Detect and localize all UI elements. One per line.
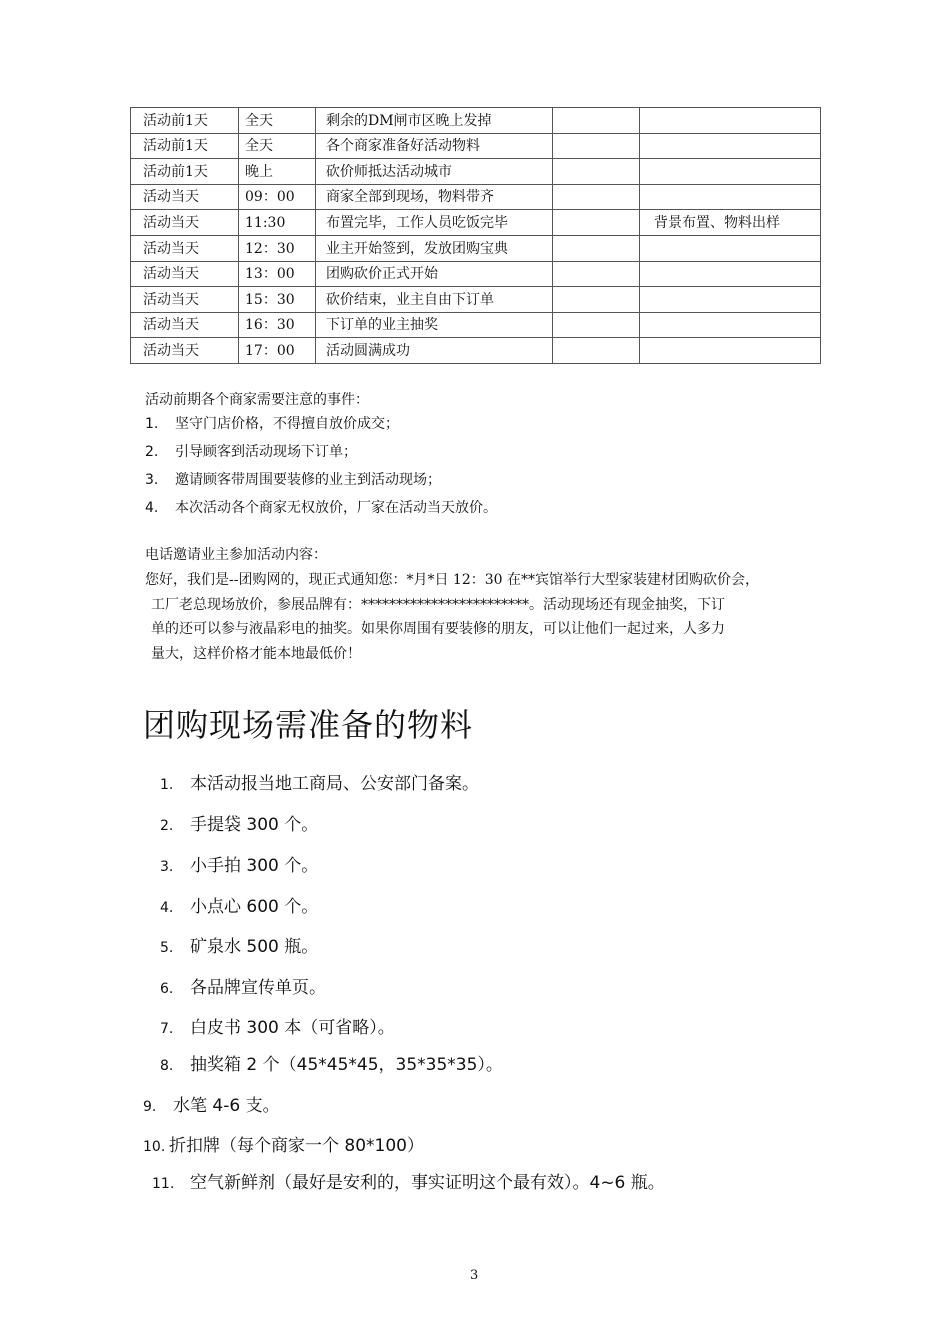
blank-cell (553, 287, 640, 313)
day-cell: 活动当天 (131, 235, 239, 261)
blank-cell (553, 184, 640, 210)
list-number: 4. (145, 500, 159, 516)
invite-body (145, 568, 835, 666)
material-item (160, 769, 479, 794)
material-number: 3. (160, 859, 174, 875)
day-cell: 活动前1天 (131, 159, 239, 185)
material-number: 11. (152, 1176, 175, 1192)
material-item (160, 1050, 503, 1075)
list-text: 坚守门店价格，不得擅自放价成交； (175, 416, 399, 432)
material-text: 小点心 600 个。 (190, 897, 319, 917)
material-text: 本活动报当地工商局、公安部门备案。 (190, 774, 479, 794)
time-cell: 17：00 (239, 338, 316, 364)
material-text: 折扣牌（每个商家一个 80*100） (169, 1136, 424, 1156)
task-cell: 团购砍价正式开始 (316, 261, 553, 287)
list-item (145, 441, 497, 469)
time-cell: 13：00 (239, 261, 316, 287)
blank-cell (553, 159, 640, 185)
time-cell: 16：30 (239, 312, 316, 338)
table-row (131, 261, 821, 287)
list-text: 引导顾客到活动现场下订单； (175, 444, 357, 460)
table-row (131, 133, 821, 159)
time-cell: 15：30 (239, 287, 316, 313)
day-cell: 活动当天 (131, 338, 239, 364)
day-cell: 活动当天 (131, 261, 239, 287)
task-cell: 下订单的业主抽奖 (316, 312, 553, 338)
material-number: 9. (143, 1099, 157, 1115)
day-cell: 活动当天 (131, 184, 239, 210)
material-text: 空气新鲜剂（最好是安利的，事实证明这个最有效）。4~6 瓶。 (190, 1173, 665, 1193)
notes-list (145, 413, 497, 525)
blank-cell (553, 210, 640, 236)
remark-cell: 背景布置、物料出样 (640, 210, 821, 236)
material-item (160, 851, 318, 876)
material-item (160, 1013, 395, 1038)
time-cell: 11:30 (239, 210, 316, 236)
remark-cell (640, 159, 821, 185)
blank-cell (553, 312, 640, 338)
material-text: 手提袋 300 个。 (190, 815, 319, 835)
table-row (131, 210, 821, 236)
list-item (145, 497, 497, 525)
table-row (131, 287, 821, 313)
list-text: 本次活动各个商家无权放价，厂家在活动当天放价。 (175, 500, 497, 516)
material-text: 小手拍 300 个。 (190, 856, 319, 876)
remark-cell (640, 338, 821, 364)
blank-cell (553, 108, 640, 134)
remark-cell (640, 235, 821, 261)
time-cell: 09：00 (239, 184, 316, 210)
invite-line: 工厂老总现场放价，参展品牌有：************************。活动现场还有现金抽奖，下订 (151, 596, 725, 613)
time-cell: 12：30 (239, 235, 316, 261)
invite-line: 您好，我们是--团购网的，现正式通知您：*月*日 12：30 在**宾馆举行大型家装建材团购砍价会， (145, 572, 759, 588)
material-item (160, 932, 318, 957)
blank-cell (553, 235, 640, 261)
blank-cell (553, 261, 640, 287)
task-cell: 剩余的DM闸市区晚上发掉 (316, 108, 553, 134)
material-text: 矿泉水 500 瓶。 (190, 937, 319, 957)
material-number: 7. (160, 1021, 174, 1037)
material-number: 10. (143, 1139, 166, 1155)
time-cell: 全天 (239, 108, 316, 134)
day-cell: 活动当天 (131, 287, 239, 313)
task-cell: 各个商家准备好活动物料 (316, 133, 553, 159)
blank-cell (553, 133, 640, 159)
material-number: 6. (160, 981, 174, 997)
invite-line: 单的还可以参与液晶彩电的抽奖。如果你周围有要装修的朋友，可以让他们一起过来，人多力 (151, 621, 725, 637)
remark-cell (640, 184, 821, 210)
notes-title: 活动前期各个商家需要注意的事件： (145, 392, 369, 408)
material-item (143, 1131, 424, 1156)
material-text: 白皮书 300 本（可省略）。 (190, 1018, 395, 1038)
list-text: 邀请顾客带周围要装修的业主到活动现场； (175, 472, 441, 488)
day-cell: 活动前1天 (131, 133, 239, 159)
list-item (145, 469, 497, 497)
time-cell: 晚上 (239, 159, 316, 185)
list-number: 2. (145, 444, 159, 460)
remark-cell (640, 287, 821, 313)
material-number: 5. (160, 940, 174, 956)
page-number: 3 (470, 1268, 479, 1283)
invite-title: 电话邀请业主参加活动内容： (145, 547, 327, 563)
material-number: 8. (160, 1058, 174, 1074)
material-text: 各品牌宣传单页。 (190, 978, 326, 998)
table-row (131, 159, 821, 185)
table-row (131, 108, 821, 134)
material-item (143, 1091, 280, 1116)
material-number: 4. (160, 900, 174, 916)
task-cell: 业主开始签到，发放团购宝典 (316, 235, 553, 261)
invite-line: 量大，这样价格才能本地最低价！ (151, 645, 361, 662)
task-cell: 商家全部到现场，物料带齐 (316, 184, 553, 210)
day-cell: 活动当天 (131, 312, 239, 338)
task-cell: 活动圆满成功 (316, 338, 553, 364)
list-number: 3. (145, 472, 159, 488)
schedule-table (130, 107, 821, 364)
remark-cell (640, 133, 821, 159)
table-row (131, 312, 821, 338)
material-text: 水笔 4-6 支。 (173, 1096, 280, 1116)
remark-cell (640, 312, 821, 338)
task-cell: 砍价结束，业主自由下订单 (316, 287, 553, 313)
material-item (160, 810, 318, 835)
day-cell: 活动前1天 (131, 108, 239, 134)
list-item (145, 413, 497, 441)
remark-cell (640, 108, 821, 134)
day-cell: 活动当天 (131, 210, 239, 236)
material-item (152, 1168, 665, 1193)
material-number: 2. (160, 818, 174, 834)
material-item (160, 973, 326, 998)
material-item (160, 892, 318, 917)
materials-heading: 团购现场需准备的物料 (143, 706, 474, 744)
table-row (131, 184, 821, 210)
table-row (131, 235, 821, 261)
time-cell: 全天 (239, 133, 316, 159)
list-number: 1. (145, 416, 159, 432)
remark-cell (640, 261, 821, 287)
blank-cell (553, 338, 640, 364)
material-number: 1. (160, 777, 174, 793)
table-row (131, 338, 821, 364)
task-cell: 砍价师抵达活动城市 (316, 159, 553, 185)
material-text: 抽奖箱 2 个（45*45*45，35*35*35）。 (190, 1055, 503, 1075)
task-cell: 布置完毕，工作人员吃饭完毕 (316, 210, 553, 236)
